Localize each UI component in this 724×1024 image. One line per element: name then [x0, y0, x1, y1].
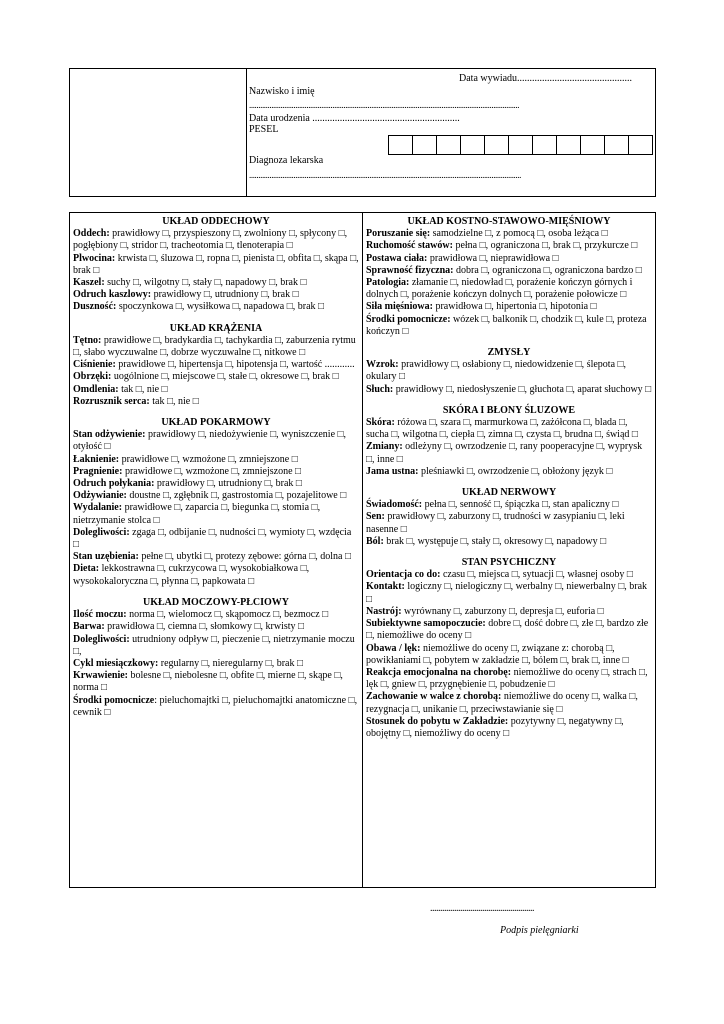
item-label: Wzrok: — [366, 359, 399, 371]
item-options[interactable]: utrudniony odpływ □, pieczenie □, nietrzymanie moczu □, — [73, 633, 355, 657]
item-options[interactable]: prawidłowe □, hipertensja □, hipotensja □, wartość ............ — [115, 359, 355, 371]
item-options[interactable]: tak □, nie □ — [149, 395, 199, 407]
item-label: Zmiany: — [366, 441, 403, 453]
form-item-pragnienie[interactable] — [73, 466, 359, 478]
item-options[interactable]: wózek □, balkonik □, chodzik □, kule □, proteza kończyn □ — [366, 313, 647, 337]
item-label: Ciśnienie: — [73, 359, 116, 371]
item-label: Odruch kaszlowy: — [73, 289, 152, 301]
item-label: Orientacja co do: — [366, 569, 441, 581]
item-label: Obawa / lęk: — [366, 642, 421, 654]
form-item-dolegliwosci[interactable] — [73, 527, 359, 551]
form-item-sprawnosc-fizyczna[interactable] — [366, 265, 652, 277]
section-title-uklad-krazenia: UKŁAD KRĄŻENIA — [169, 322, 263, 334]
form-item-odruch-kaszlowy[interactable] — [73, 289, 359, 301]
item-options[interactable]: prawidłowe □, wzmożone □, zmniejszone □ — [119, 453, 298, 465]
form-item-cisnienie[interactable] — [73, 359, 359, 371]
item-label: Jama ustna: — [366, 465, 419, 477]
item-options[interactable]: lekkostrawna □, cukrzycowa □, wysokobiałkowa □, wysokokaloryczna □, płynna □, papkowata □ — [73, 563, 310, 587]
item-options[interactable]: prawidłowy □, niedożywienie □, wyniszczenie □, otyłość □ — [73, 429, 347, 453]
item-options[interactable]: dobra □, ograniczona □, ograniczona bardzo □ — [453, 264, 642, 276]
signature-label: Podpis pielęgniarki — [500, 925, 579, 936]
item-options[interactable]: pełne □, ubytki □, protezy zębowe: górna □, dolna □ — [138, 551, 352, 563]
item-label: Siła mięśniowa: — [366, 301, 433, 313]
form-item-laknienie[interactable] — [73, 454, 359, 466]
item-label: Kaszel: — [73, 277, 105, 289]
form-item-wydalanie[interactable] — [73, 502, 359, 526]
item-options[interactable]: prawidłowa □, ciemna □, słomkowy □, krwisty □ — [104, 621, 305, 633]
item-options[interactable]: prawidłowe □, zaparcia □, biegunka □, stomia □, nietrzymanie stolca □ — [73, 502, 321, 526]
item-label: Cykl miesiączkowy: — [73, 657, 159, 669]
item-options[interactable]: zgaga □, odbijanie □, nudności □, wymioty □, wzdęcia □ — [73, 526, 352, 551]
form-item-srodki-pomocnicze[interactable] — [366, 314, 652, 338]
item-options[interactable]: niemożliwe do oceny □, walka □, rezygnacja □, unikanie □, przeciwstawianie się □ — [366, 691, 638, 715]
item-label: Postawa ciała: — [366, 252, 428, 264]
item-options[interactable]: uogólnione □, miejscowe □, stałe □, okresowe □, brak □ — [111, 371, 339, 383]
item-label: Ruchomość stawów: — [366, 240, 453, 252]
pesel-digit-cell[interactable] — [580, 135, 605, 155]
item-options[interactable]: prawidłowy □, przyspieszony □, zwolniony □, spłycony □, pogłębiony □, stridor □, tracheotomia □, tlenoterapia □ — [73, 228, 348, 252]
item-label: Pragnienie: — [73, 465, 123, 477]
item-options[interactable]: spoczynkowa □, wysiłkowa □, napadowa □, brak □ — [116, 301, 325, 313]
form-item-obrzeki[interactable] — [73, 371, 359, 383]
item-options[interactable]: prawidłowe □, bradykardia □, tachykardia □, zaburzenia rytmu □, słabo wyczuwalne □, dobrze wyczuwalne □, nitkowe □ — [73, 334, 356, 359]
item-options[interactable]: bolesne □, niebolesne □, obfite □, mierne □, skąpe □, norma □ — [73, 670, 343, 694]
form-item-odzywianie[interactable] — [73, 490, 359, 502]
pesel-digit-cell[interactable] — [604, 135, 629, 155]
form-item-sila-miesniowa[interactable] — [366, 301, 652, 313]
item-label: Skóra: — [366, 417, 395, 429]
item-options[interactable]: prawidłowe □, wzmożone □, zmniejszone □ — [122, 465, 302, 477]
patient-header-box — [69, 68, 656, 197]
pesel-digit-cell[interactable] — [532, 135, 557, 155]
form-item-obawa-lek[interactable] — [366, 643, 652, 667]
item-label: Oddech: — [73, 228, 110, 240]
form-item-ruchomosc-stawow[interactable] — [366, 240, 652, 252]
form-item-sluch[interactable] — [366, 384, 652, 396]
form-item-kaszel[interactable] — [73, 277, 359, 289]
form-item-postawa-ciala[interactable] — [366, 253, 652, 265]
form-item-patologia[interactable] — [366, 277, 652, 301]
item-label: Stan uzębienia: — [73, 551, 139, 563]
item-options[interactable]: norma □, wielomocz □, skąpomocz □, bezmocz □ — [126, 609, 329, 621]
item-label: Rozrusznik serca: — [73, 395, 150, 407]
section-title-stan-psychiczny: STAN PSYCHICZNY — [461, 557, 557, 569]
form-item-skora[interactable] — [366, 417, 652, 441]
pesel-digit-cell[interactable] — [484, 135, 509, 155]
item-label: Omdlenia: — [73, 383, 119, 395]
item-label: Stosunek do pobytu w Zakładzie: — [366, 715, 509, 727]
section-title-uklad-moczowy-plciowy: UKŁAD MOCZOWY-PŁCIOWY — [142, 596, 290, 608]
item-label: Łaknienie: — [73, 453, 120, 465]
item-options[interactable]: logiczny □, nielogiczny □, werbalny □, niewerbalny □, brak □ — [366, 581, 648, 605]
item-label: Ilość moczu: — [73, 609, 127, 621]
left-column — [70, 213, 363, 887]
pesel-label: PESEL — [249, 124, 279, 135]
form-item-krwawienie[interactable] — [73, 670, 359, 694]
form-item-dolegliwosci[interactable] — [73, 634, 359, 658]
form-item-swiadomosc[interactable] — [366, 499, 652, 511]
item-options[interactable]: tak □, nie □ — [118, 383, 168, 395]
form-item-reakcja-emocjonalna-na-chorobe[interactable] — [366, 667, 652, 691]
section-title-zmysly: ZMYSŁY — [487, 347, 531, 359]
item-options[interactable]: różowa □, szara □, marmurkowa □, zażółcona □, blada □, sucha □, wilgotna □, ciepła □, zimna □, czysta □, brudna □, świąd □ — [366, 417, 638, 441]
item-options[interactable]: dobre □, dość dobre □, złe □, bardzo złe □, niemożliwe do oceny □ — [366, 618, 649, 642]
item-options[interactable]: : pieluchomajtki □, pieluchomajtki anatomiczne □, cewnik □ — [73, 694, 358, 718]
signature-line[interactable]: .................................................... — [430, 903, 534, 914]
item-options[interactable]: niemożliwe do oceny □, związane z: chorobą □, powikłaniami □, pobytem w zakładzie □, bólem □, brak □, inne □ — [366, 642, 629, 666]
item-label: Obrzęki: — [73, 371, 112, 383]
diagnosis-label: Diagnoza lekarska — [249, 155, 324, 166]
diagnosis-field[interactable]: ................................................................................................................................................... — [249, 170, 521, 180]
form-item-bol[interactable] — [366, 536, 652, 548]
section-title-uklad-nerwowy: UKŁAD NERWOWY — [461, 487, 557, 499]
form-item-wzrok[interactable] — [366, 359, 652, 383]
item-options[interactable]: prawidłowy □, utrudniony □, brak □ — [154, 478, 302, 490]
item-options[interactable]: prawidłowy □, niedosłyszenie □, głuchota □, aparat słuchowy □ — [393, 383, 652, 395]
form-item-zmiany[interactable] — [366, 441, 652, 465]
item-options[interactable]: odleżyny □, owrzodzenie □, rany pooperacyjne □, wyprysk □, inne □ — [366, 441, 643, 465]
item-options[interactable]: prawidłowy □, osłabiony □, niedowidzenie □, ślepota □, okulary □ — [366, 359, 627, 383]
form-item-cykl-miesiaczkowy[interactable] — [73, 658, 359, 670]
item-options[interactable]: prawidłowa □, nieprawidłowa □ — [427, 252, 559, 264]
section-title-skora-i-blony-sluzowe: SKÓRA I BŁONY ŚLUZOWE — [442, 404, 576, 416]
form-item-dieta[interactable] — [73, 563, 359, 587]
item-label: Barwa: — [73, 621, 105, 633]
item-label: Ból: — [366, 535, 384, 547]
form-item-nastroj[interactable] — [366, 606, 652, 618]
item-options[interactable]: niemożliwe do oceny □, strach □, lęk □, gniew □, przygnębienie □, pobudzenie □ — [366, 666, 648, 691]
form-item-omdlenia[interactable] — [73, 384, 359, 396]
item-label: Duszność: — [73, 301, 117, 313]
item-label: Subiektywne samopoczucie: — [366, 618, 486, 630]
item-options[interactable]: złamanie □, niedowład □, porażenie kończyn górnych i dolnych □, porażenie kończyn dolnych □, porażenie połowicze □ — [366, 277, 633, 301]
pesel-digit-cell[interactable] — [508, 135, 533, 155]
section-title-uklad-pokarmowy: UKŁAD POKARMOWY — [161, 417, 271, 429]
item-options[interactable]: czasu □, miejsca □, sytuacji □, własnej osoby □ — [440, 569, 633, 581]
form-item-tetno[interactable] — [73, 335, 359, 359]
item-label: Krwawienie: — [73, 670, 128, 682]
form-item-zachowanie-w-walce-z-choroba[interactable] — [366, 691, 652, 715]
item-options[interactable]: pełna □, senność □, śpiączka □, stan apaliczny □ — [422, 499, 619, 511]
form-item-plwocina[interactable] — [73, 253, 359, 277]
item-options[interactable]: suchy □, wilgotny □, stały □, napadowy □, brak □ — [104, 277, 307, 289]
pesel-digit-cell[interactable] — [460, 135, 485, 155]
name-field[interactable]: .................................................................................................................................................. — [249, 100, 520, 110]
item-label: Środki pomocnicze — [73, 694, 155, 706]
item-label: Dolegliwości: — [73, 526, 130, 538]
form-item-jama-ustna[interactable] — [366, 466, 652, 478]
item-options[interactable]: doustne □, zgłębnik □, gastrostomia □, pozajelitowe □ — [126, 490, 347, 502]
item-label: Poruszanie się: — [366, 228, 431, 240]
form-item-ilosc-moczu[interactable] — [73, 609, 359, 621]
form-item-rozrusznik-serca[interactable] — [73, 396, 359, 408]
item-label: Reakcja emocjonalna na chorobę: — [366, 666, 512, 678]
item-label: Nastrój: — [366, 605, 402, 617]
form-item-stan-odzywienie[interactable] — [73, 429, 359, 453]
form-item-barwa[interactable] — [73, 621, 359, 633]
name-label: Nazwisko i imię — [249, 86, 315, 97]
header-blank-area — [70, 69, 247, 196]
item-options[interactable]: prawidłowa □, hipertonia □, hipotonia □ — [432, 301, 597, 313]
item-options[interactable]: prawidłowy □, zaburzony □, trudności w zasypianiu □, leki nasenne □ — [366, 511, 625, 535]
right-column — [363, 213, 655, 887]
item-options[interactable]: brak □, występuje □, stały □, okresowy □, napadowy □ — [383, 535, 607, 547]
form-item-kontakt[interactable] — [366, 581, 652, 605]
item-label: Tętno: — [73, 334, 102, 346]
item-label: Środki pomocnicze: — [366, 313, 451, 325]
section-title-uklad-oddechowy: UKŁAD ODDECHOWY — [162, 216, 270, 227]
item-options[interactable]: pozytywny □, negatywny □, obojętny □, niemożliwy do oceny □ — [366, 715, 624, 739]
form-item-orientacja-co-do[interactable] — [366, 569, 652, 581]
item-options[interactable]: krwista □, śluzowa □, ropna □, pienista □, obfita □, skąpa □, brak □ — [73, 252, 359, 276]
item-label: Sprawność fizyczna: — [366, 264, 454, 276]
pesel-digit-cell[interactable] — [388, 135, 413, 155]
item-options[interactable]: pleśniawki □, owrzodzenie □, obłożony język □ — [418, 465, 613, 477]
item-options[interactable]: samodzielne □, z pomocą □, osoba leżąca □ — [430, 228, 608, 240]
item-label: Odruch połykania: — [73, 478, 155, 490]
item-label: Kontakt: — [366, 581, 405, 593]
form-item-oddech[interactable] — [73, 228, 359, 252]
item-options[interactable]: prawidłowy □, utrudniony □, brak □ — [151, 289, 299, 301]
form-item-odruch-polykania[interactable] — [73, 478, 359, 490]
item-label: Słuch: — [366, 383, 394, 395]
section-title-uklad-kostno-stawowo-miesniowy: UKŁAD KOSTNO-STAWOWO-MIĘŚNIOWY — [407, 216, 611, 227]
form-item-poruszanie-sie[interactable] — [366, 228, 652, 240]
item-label: Dieta: — [73, 563, 100, 575]
pesel-input[interactable] — [389, 135, 653, 155]
form-item-subiektywne-samopoczucie[interactable] — [366, 618, 652, 642]
item-label: Odżywianie: — [73, 490, 127, 502]
form-item-stan-uzebienia[interactable] — [73, 551, 359, 563]
item-label: Wydalanie: — [73, 502, 123, 514]
item-label: Patologia: — [366, 277, 410, 289]
item-label: Sen: — [366, 511, 385, 523]
item-label: Świadomość: — [366, 499, 423, 511]
form-item-stosunek-do-pobytu-w-zakladzie[interactable] — [366, 716, 652, 740]
item-label: Stan odżywienie: — [73, 429, 146, 441]
item-label: Plwocina: — [73, 252, 116, 264]
form-item-sen[interactable] — [366, 511, 652, 535]
form-item-srodki-pomocnicze[interactable] — [73, 695, 359, 719]
interview-date-field[interactable]: Data wywiadu.............................................. — [459, 73, 633, 84]
assessment-form — [69, 212, 656, 888]
item-options[interactable]: wyrównany □, zaburzony □, depresja □, euforia □ — [401, 605, 604, 617]
pesel-digit-cell[interactable] — [412, 135, 437, 155]
pesel-digit-cell[interactable] — [436, 135, 461, 155]
item-label: Zachowanie w walce z chorobą: — [366, 691, 502, 703]
item-label: Dolegliwości: — [73, 633, 130, 645]
pesel-digit-cell[interactable] — [628, 135, 653, 155]
form-item-dusznosc[interactable] — [73, 301, 359, 313]
item-options[interactable]: regularny □, nieregularny □, brak □ — [158, 657, 304, 669]
birth-date-field[interactable]: Data urodzenia ........................................................... — [249, 113, 460, 124]
pesel-digit-cell[interactable] — [556, 135, 581, 155]
item-options[interactable]: pełna □, ograniczona □, brak □, przykurcze □ — [452, 240, 638, 252]
